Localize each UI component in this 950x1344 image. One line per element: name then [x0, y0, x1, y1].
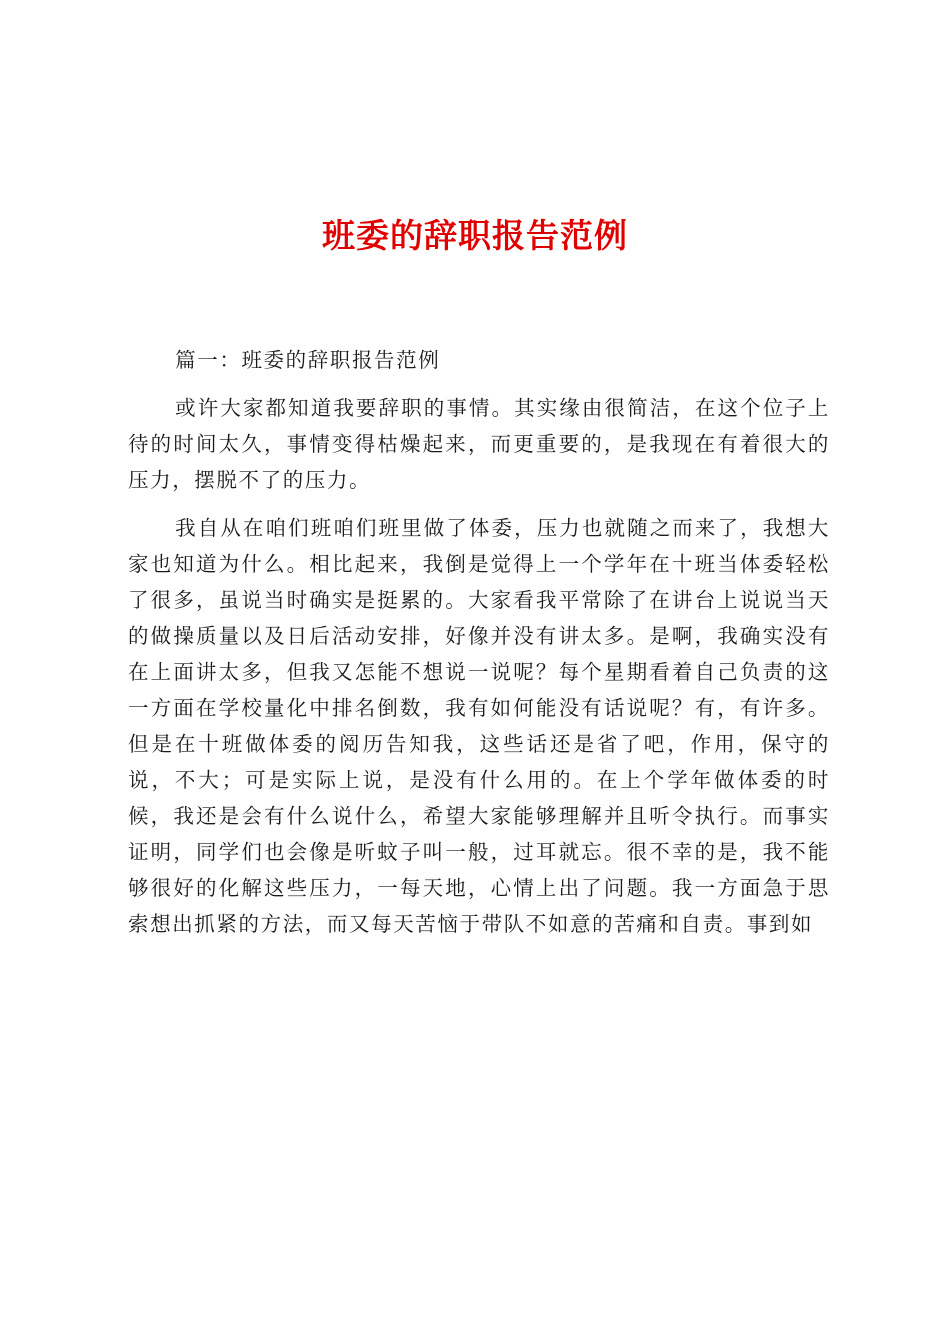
paragraph-2: 我自从在咱们班咱们班里做了体委，压力也就随之而来了，我想大家也知道为什么。相比起来，我倒是觉得上一个学年在十班当体委轻松了很多，虽说当时确实是挺累的。大家看我平常除了在讲台上说说当天的做操质量以及日后活动安排，好像并没有讲太多。是啊，我确实没有在上面讲太多，但我又怎能不想说一说呢？每个星期看着自己负责的这一方面在学校量化中排名倒数，我有如何能没有话说呢？有，有许多。但是在十班做体委的阅历告知我，这些话还是省了吧，作用，保守的说，不大；可是实际上说，是没有什么用的。在上个学年做体委的时候，我还是会有什么说什么，希望大家能够理解并且听令执行。而事实证明，同学们也会像是听蚊子叫一般，过耳就忘。很不幸的是，我不能够很好的化解这些压力，一每天地，心情上出了问题。我一方面急于思索想出抓紧的方法，而又每天苦恼于带队不如意的苦痛和自责。事到如: [128, 516, 830, 936]
document-body: [128, 342, 830, 954]
section-heading: 篇一：班委的辞职报告范例: [175, 348, 441, 372]
document-title: 班委的辞职报告范例: [322, 216, 628, 255]
paragraph-1: 或许大家都知道我要辞职的事情。其实缘由很简洁，在这个位子上待的时间太久，事情变得枯燥起来，而更重要的，是我现在有着很大的压力，摆脱不了的压力。: [128, 396, 830, 492]
